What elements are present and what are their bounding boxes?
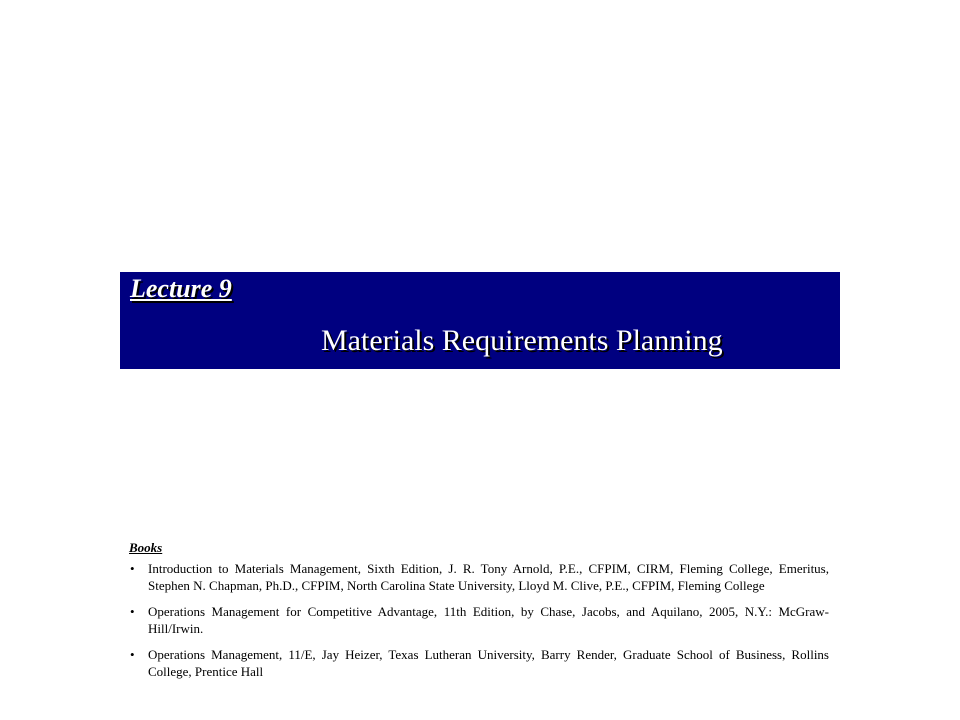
list-item [129, 603, 829, 637]
title-band [120, 272, 840, 369]
books-list [129, 560, 829, 680]
bullet-icon: • [130, 561, 135, 576]
book-entry: Operations Management, 11/E, Jay Heizer, Texas Lutheran University, Barry Render, Graduate School of Business, Rollins College, Prentice Hall [148, 647, 829, 679]
slide-title: Materials Requirements Planning [321, 324, 723, 357]
lecture-label: Lecture 9 [130, 274, 232, 303]
bullet-icon: • [130, 604, 135, 619]
list-item [129, 560, 829, 594]
books-heading: Books [129, 540, 163, 555]
books-section [129, 539, 829, 689]
book-entry: Operations Management for Competitive Advantage, 11th Edition, by Chase, Jacobs, and Aquilano, 2005, N.Y.: McGraw-Hill/Irwin. [148, 604, 829, 636]
list-item [129, 646, 829, 680]
book-entry: Introduction to Materials Management, Sixth Edition, J. R. Tony Arnold, P.E., CFPIM, CIRM, Fleming College, Emeritus, Stephen N. Chapman, Ph.D., CFPIM, North Carolina State University, Lloyd M. Clive, P.E., CFPIM, Fleming College [148, 561, 829, 593]
bullet-icon: • [130, 647, 135, 662]
